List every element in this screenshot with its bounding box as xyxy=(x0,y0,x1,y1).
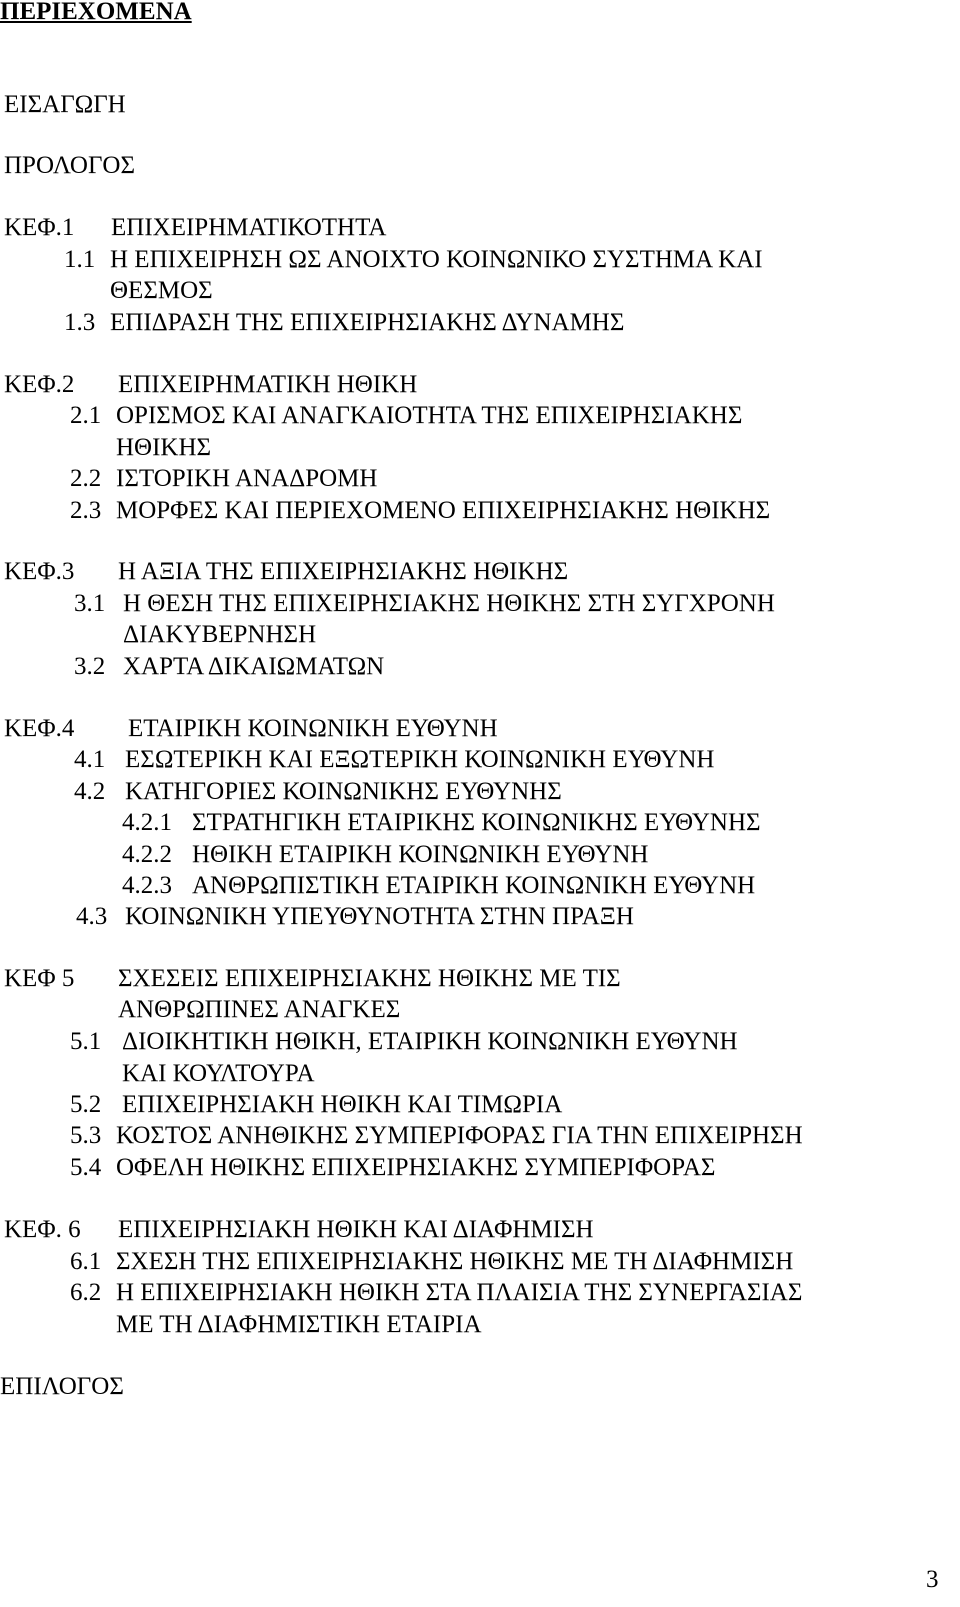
section-title: ΔΙΟΙΚΗΤΙΚΗ ΗΘΙΚΗ, ΕΤΑΙΡΙΚΗ ΚΟΙΝΩΝΙΚΗ ΕΥΘΥΝΗ xyxy=(122,1028,738,1055)
section-title: ΣΧΕΣΗ ΤΗΣ ΕΠΙΧΕΙΡΗΣΙΑΚΗΣ ΗΘΙΚΗΣ ΜΕ ΤΗ ΔΙΑΦΗΜΙΣΗ xyxy=(116,1248,794,1275)
chapter-1-label: ΚΕΦ.1 xyxy=(4,214,75,241)
section-number: 4.1 xyxy=(74,746,106,773)
section-title: ΚΟΙΝΩΝΙΚΗ ΥΠΕΥΘΥΝΟΤΗΤΑ ΣΤΗΝ ΠΡΑΞΗ xyxy=(125,903,634,930)
subsection-number: 4.2.2 xyxy=(122,841,172,868)
section-number: 6.2 xyxy=(70,1279,102,1306)
subsection-number: 4.2.1 xyxy=(122,809,172,836)
section-title-cont: ΗΘΙΚΗΣ xyxy=(116,434,212,461)
chapter-5-label: ΚΕΦ 5 xyxy=(4,965,75,992)
subsection-title: ΗΘΙΚΗ ΕΤΑΙΡΙΚΗ ΚΟΙΝΩΝΙΚΗ ΕΥΘΥΝΗ xyxy=(192,841,649,868)
section-number: 3.1 xyxy=(74,590,106,617)
section-title: ΚΑΤΗΓΟΡΙΕΣ ΚΟΙΝΩΝΙΚΗΣ ΕΥΘΥΝΗΣ xyxy=(125,778,562,805)
section-title: ΟΦΕΛΗ ΗΘΙΚΗΣ ΕΠΙΧΕΙΡΗΣΙΑΚΗΣ ΣΥΜΠΕΡΙΦΟΡΑΣ xyxy=(116,1154,716,1181)
toc-entry-prologue: ΠΡΟΛΟΓΟΣ xyxy=(4,152,136,179)
subsection-number: 4.2.3 xyxy=(122,872,172,899)
section-title: ΙΣΤΟΡΙΚΗ ΑΝΑΔΡΟΜΗ xyxy=(116,465,378,492)
chapter-6-title: ΕΠΙΧΕΙΡΗΣΙΑΚΗ ΗΘΙΚΗ ΚΑΙ ΔΙΑΦΗΜΙΣΗ xyxy=(118,1216,594,1243)
section-title-cont: ΘΕΣΜΟΣ xyxy=(110,277,213,304)
section-title: ΕΠΙΧΕΙΡΗΣΙΑΚΗ ΗΘΙΚΗ ΚΑΙ ΤΙΜΩΡΙΑ xyxy=(122,1091,563,1118)
section-title: ΧΑΡΤΑ ΔΙΚΑΙΩΜΑΤΩΝ xyxy=(123,653,385,680)
section-number: 1.3 xyxy=(64,309,96,336)
chapter-4-title: ΕΤΑΙΡΙΚΗ ΚΟΙΝΩΝΙΚΗ ΕΥΘΥΝΗ xyxy=(128,715,498,742)
section-title: ΜΟΡΦΕΣ ΚΑΙ ΠΕΡΙΕΧΟΜΕΝΟ ΕΠΙΧΕΙΡΗΣΙΑΚΗΣ ΗΘΙΚΗΣ xyxy=(116,497,771,524)
section-number: 2.2 xyxy=(70,465,102,492)
chapter-1-title: ΕΠΙΧΕΙΡΗΜΑΤΙΚΟΤΗΤΑ xyxy=(111,214,387,241)
section-title-cont: ΚΑΙ ΚΟΥΛΤΟΥΡΑ xyxy=(122,1060,315,1087)
chapter-2-label: ΚΕΦ.2 xyxy=(4,371,75,398)
section-title: ΚΟΣΤΟΣ ΑΝΗΘΙΚΗΣ ΣΥΜΠΕΡΙΦΟΡΑΣ ΓΙΑ ΤΗΝ ΕΠΙΧΕΙΡΗΣΗ xyxy=(116,1122,803,1149)
page-number: 3 xyxy=(926,1566,939,1593)
toc-entry-epilogue: ΕΠΙΛΟΓΟΣ xyxy=(0,1373,124,1400)
chapter-2-title: ΕΠΙΧΕΙΡΗΜΑΤΙΚΗ ΗΘΙΚΗ xyxy=(118,371,418,398)
chapter-5-title: ΣΧΕΣΕΙΣ ΕΠΙΧΕΙΡΗΣΙΑΚΗΣ ΗΘΙΚΗΣ ΜΕ ΤΙΣ xyxy=(118,965,621,992)
section-number: 5.3 xyxy=(70,1122,102,1149)
section-title-cont: ΜΕ ΤΗ ΔΙΑΦΗΜΙΣΤΙΚΗ ΕΤΑΙΡΙΑ xyxy=(116,1311,482,1338)
section-title: ΕΣΩΤΕΡΙΚΗ ΚΑΙ ΕΞΩΤΕΡΙΚΗ ΚΟΙΝΩΝΙΚΗ ΕΥΘΥΝΗ xyxy=(125,746,715,773)
page-title: ΠΕΡΙΕΧΟΜΕΝΑ xyxy=(0,0,192,25)
section-number: 2.1 xyxy=(70,402,102,429)
section-number: 4.2 xyxy=(74,778,106,805)
section-title: Η ΕΠΙΧΕΙΡΗΣΙΑΚΗ ΗΘΙΚΗ ΣΤΑ ΠΛΑΙΣΙΑ ΤΗΣ ΣΥΝΕΡΓΑΣΙΑΣ xyxy=(116,1279,803,1306)
section-title: Η ΕΠΙΧΕΙΡΗΣΗ ΩΣ ΑΝΟΙΧΤΟ ΚΟΙΝΩΝΙΚΟ ΣΥΣΤΗΜΑ ΚΑΙ xyxy=(110,246,763,273)
section-number: 5.2 xyxy=(70,1091,102,1118)
toc-entry-intro: ΕΙΣΑΓΩΓΗ xyxy=(4,91,126,118)
chapter-5-title-cont: ΑΝΘΡΩΠΙΝΕΣ ΑΝΑΓΚΕΣ xyxy=(118,996,401,1023)
chapter-4-label: ΚΕΦ.4 xyxy=(4,715,75,742)
section-number: 3.2 xyxy=(74,653,106,680)
section-number: 1.1 xyxy=(64,246,96,273)
section-number: 2.3 xyxy=(70,497,102,524)
section-title-cont: ΔΙΑΚΥΒΕΡΝΗΣΗ xyxy=(123,621,317,648)
section-number: 5.1 xyxy=(70,1028,102,1055)
subsection-title: ΣΤΡΑΤΗΓΙΚΗ ΕΤΑΙΡΙΚΗΣ ΚΟΙΝΩΝΙΚΗΣ ΕΥΘΥΝΗΣ xyxy=(192,809,761,836)
section-title: ΕΠΙΔΡΑΣΗ ΤΗΣ ΕΠΙΧΕΙΡΗΣΙΑΚΗΣ ΔΥΝΑΜΗΣ xyxy=(110,309,625,336)
section-number: 6.1 xyxy=(70,1248,102,1275)
chapter-3-label: ΚΕΦ.3 xyxy=(4,558,75,585)
section-number: 5.4 xyxy=(70,1154,102,1181)
section-title: ΟΡΙΣΜΟΣ ΚΑΙ ΑΝΑΓΚΑΙΟΤΗΤΑ ΤΗΣ ΕΠΙΧΕΙΡΗΣΙΑΚΗΣ xyxy=(116,402,743,429)
chapter-3-title: Η ΑΞΙΑ ΤΗΣ ΕΠΙΧΕΙΡΗΣΙΑΚΗΣ ΗΘΙΚΗΣ xyxy=(118,558,569,585)
chapter-6-label: ΚΕΦ. 6 xyxy=(4,1216,81,1243)
section-title: Η ΘΕΣΗ ΤΗΣ ΕΠΙΧΕΙΡΗΣΙΑΚΗΣ ΗΘΙΚΗΣ ΣΤΗ ΣΥΓΧΡΟΝΗ xyxy=(123,590,775,617)
section-number: 4.3 xyxy=(76,903,108,930)
subsection-title: ΑΝΘΡΩΠΙΣΤΙΚΗ ΕΤΑΙΡΙΚΗ ΚΟΙΝΩΝΙΚΗ ΕΥΘΥΝΗ xyxy=(192,872,756,899)
